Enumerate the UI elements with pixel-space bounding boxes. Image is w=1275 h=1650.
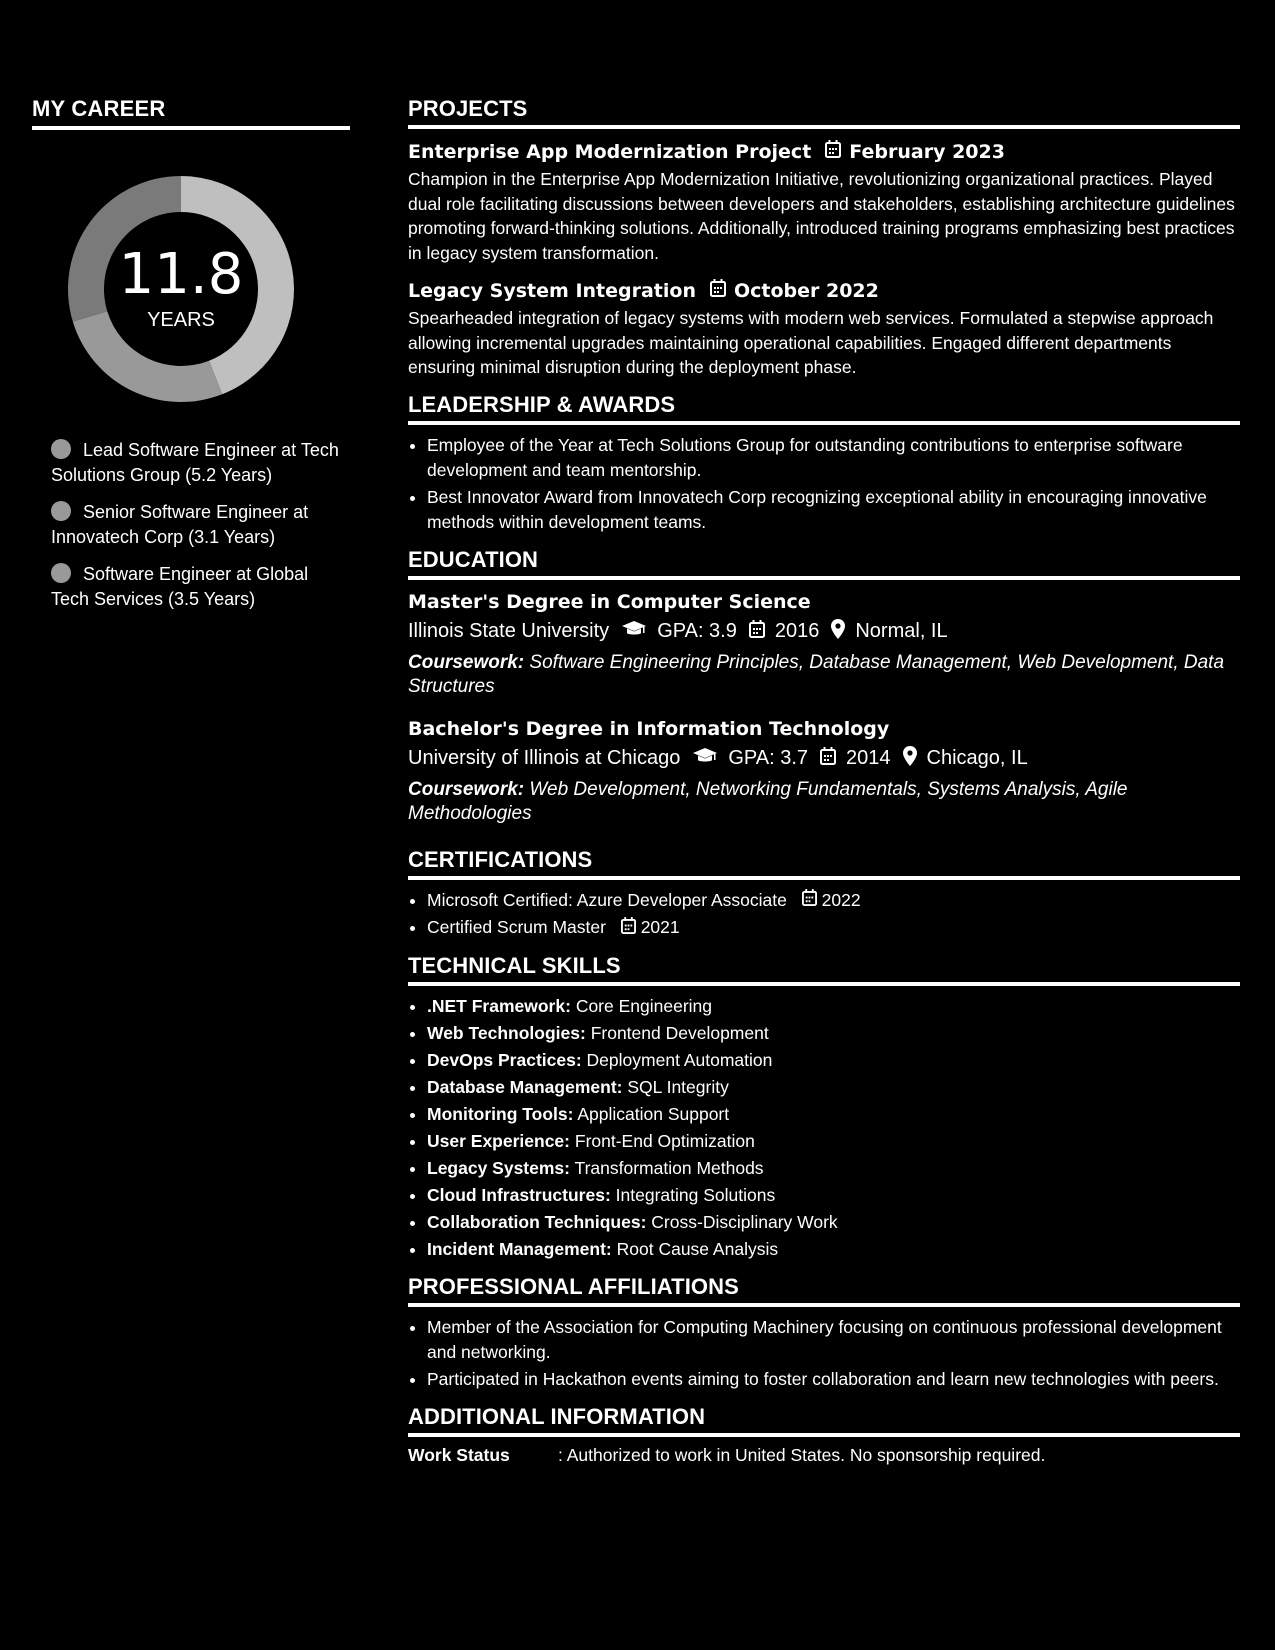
graduation-year: 2016: [774, 620, 820, 642]
additional-section: [408, 1404, 1240, 1466]
section-title-education: EDUCATION: [408, 547, 1240, 580]
certification-name: Microsoft Certified: Azure Developer Associate: [427, 889, 787, 910]
skill-item: [427, 1237, 1240, 1262]
section-title-certifications: CERTIFICATIONS: [408, 847, 1240, 880]
coursework-list: Web Development, Networking Fundamentals, Systems Analysis, Agile Methodologies: [408, 778, 1128, 824]
skill-detail: Transformation Methods: [574, 1158, 764, 1179]
career-item: [51, 438, 350, 488]
education-section: [408, 547, 1240, 827]
skill-detail: Application Support: [577, 1104, 730, 1125]
certification-year: 2021: [640, 917, 680, 938]
career-item-text: Senior Software Engineer at Innovatech Corp (3.1 Years): [51, 502, 309, 547]
career-item-text: Lead Software Engineer at Tech Solutions Group (5.2 Years): [51, 440, 339, 485]
skill-detail: Integrating Solutions: [615, 1185, 776, 1206]
award-item: • Best Innovator Award from Innovatech Corp recognizing exceptional ability in encouraging innovative methods within development teams.: [427, 485, 1240, 535]
skill-name: Collaboration Techniques:: [427, 1212, 647, 1233]
certification-item: [427, 915, 1240, 941]
graduation-cap-icon: [621, 620, 647, 644]
work-status-row: [408, 1445, 1240, 1466]
leadership-section: [408, 392, 1240, 535]
affiliation-item: • Member of the Association for Computing Machinery focusing on continuous professional development and networking.: [427, 1315, 1240, 1365]
coursework: [408, 778, 1240, 827]
school-name: University of Illinois at Chicago: [408, 747, 681, 769]
graduation-cap-icon: [692, 747, 718, 771]
coursework-label: Coursework:: [408, 778, 525, 800]
section-title-additional: ADDITIONAL INFORMATION: [408, 1404, 1240, 1437]
school-location: Normal, IL: [855, 620, 948, 642]
sidebar: [32, 96, 350, 624]
total-years: 11.8: [118, 241, 244, 307]
awards-list: [408, 433, 1240, 535]
career-donut-chart: [66, 174, 296, 404]
certification-year: 2022: [821, 889, 861, 910]
project-name: Enterprise App Modernization Project: [408, 140, 812, 163]
skill-detail: Deployment Automation: [586, 1050, 773, 1071]
skill-item: [427, 1129, 1240, 1154]
skill-name: Legacy Systems:: [427, 1158, 570, 1179]
certifications-list: [408, 888, 1240, 942]
skills-section: [408, 953, 1240, 1262]
skill-item: [427, 1183, 1240, 1208]
skill-name: Incident Management:: [427, 1239, 612, 1260]
section-title-affiliations: PROFESSIONAL AFFILIATIONS: [408, 1274, 1240, 1307]
degree-name: Bachelor's Degree in Information Technology: [408, 717, 890, 740]
map-pin-icon: [903, 746, 917, 772]
skill-item: [427, 994, 1240, 1019]
calendar-icon: [825, 140, 841, 163]
map-pin-icon: [831, 619, 845, 645]
skill-name: Database Management:: [427, 1077, 623, 1098]
calendar-icon: [749, 620, 765, 644]
main-content: [408, 96, 1240, 1478]
education-meta: [408, 619, 1240, 645]
skills-list: [408, 994, 1240, 1262]
project-date: October 2022: [733, 279, 879, 302]
certification-name: Certified Scrum Master: [427, 917, 606, 938]
project-description: Spearheaded integration of legacy systems with modern web services. Formulated a stepwise approach allowing incremental upgrades maintaining operational capabilities. Engaged different departments ensuring minimal disruption during the deployment phase.: [408, 308, 1214, 377]
career-item: [51, 500, 350, 550]
skill-detail: Core Engineering: [575, 996, 713, 1017]
skill-name: Cloud Infrastructures:: [427, 1185, 611, 1206]
skill-name: DevOps Practices:: [427, 1050, 582, 1071]
coursework-label: Coursework:: [408, 651, 525, 673]
degree-name: Master's Degree in Computer Science: [408, 590, 811, 613]
calendar-icon: [710, 279, 726, 302]
skill-item: [427, 1021, 1240, 1046]
project-heading: [408, 279, 1240, 302]
skill-item: [427, 1075, 1240, 1100]
gpa: GPA: 3.9: [657, 620, 737, 642]
affiliations-list: [408, 1315, 1240, 1392]
career-list: [32, 438, 350, 612]
sidebar-title: MY CAREER: [32, 96, 350, 130]
skill-detail: Front-End Optimization: [574, 1131, 755, 1152]
skill-name: Monitoring Tools:: [427, 1104, 574, 1125]
gpa: GPA: 3.7: [728, 747, 809, 769]
affiliation-item: • Participated in Hackathon events aiming to foster collaboration and learn new technologies with peers.: [427, 1367, 1240, 1392]
certifications-section: [408, 847, 1240, 942]
section-title-projects: PROJECTS: [408, 96, 1240, 129]
calendar-icon: [802, 888, 817, 913]
skill-name: .NET Framework:: [427, 996, 571, 1017]
years-label: YEARS: [147, 308, 215, 331]
skill-name: Web Technologies:: [427, 1023, 586, 1044]
work-status-value: : Authorized to work in United States. No sponsorship required.: [558, 1445, 1046, 1466]
legend-dot: [51, 563, 71, 583]
skill-detail: Cross-Disciplinary Work: [651, 1212, 838, 1233]
calendar-icon: [621, 916, 636, 941]
skill-name: User Experience:: [427, 1131, 570, 1152]
coursework-list: Software Engineering Principles, Database Management, Web Development, Data Structures: [408, 651, 1225, 697]
work-status-label: Work Status: [408, 1445, 510, 1466]
skill-item: [427, 1048, 1240, 1073]
award-item: • Employee of the Year at Tech Solutions Group for outstanding contributions to enterprise software development and team mentorship.: [427, 433, 1240, 483]
graduation-year: 2014: [846, 747, 891, 769]
school-name: Illinois State University: [408, 620, 610, 642]
affiliations-section: [408, 1274, 1240, 1392]
skill-detail: SQL Integrity: [627, 1077, 729, 1098]
career-item: [51, 562, 350, 612]
section-title-skills: TECHNICAL SKILLS: [408, 953, 1240, 986]
project-description: Champion in the Enterprise App Modernization Initiative, revolutionizing organizational practices. Played dual role facilitating discussions between developers and stakeholders, establishing architecture guidelines promoting forward-thinking solutions. Additionally, introduced training programs emphasizing best practices in legacy system transformation.: [408, 169, 1235, 263]
projects-section: [408, 96, 1240, 380]
donut-center: [66, 174, 296, 404]
education-meta: [408, 746, 1240, 772]
certification-item: [427, 888, 1240, 914]
skill-item: [427, 1210, 1240, 1235]
section-title-leadership: LEADERSHIP & AWARDS: [408, 392, 1240, 425]
coursework: [408, 651, 1240, 700]
skill-detail: Root Cause Analysis: [616, 1239, 779, 1260]
skill-detail: Frontend Development: [590, 1023, 769, 1044]
legend-dot: [51, 439, 71, 459]
project-name: Legacy System Integration: [408, 279, 696, 302]
skill-item: [427, 1102, 1240, 1127]
school-location: Chicago, IL: [926, 747, 1028, 769]
project-date: February 2023: [849, 140, 1005, 163]
skill-item: [427, 1156, 1240, 1181]
career-item-text: Software Engineer at Global Tech Services (3.5 Years): [51, 564, 309, 609]
project-heading: [408, 140, 1240, 163]
legend-dot: [51, 501, 71, 521]
calendar-icon: [820, 747, 836, 771]
